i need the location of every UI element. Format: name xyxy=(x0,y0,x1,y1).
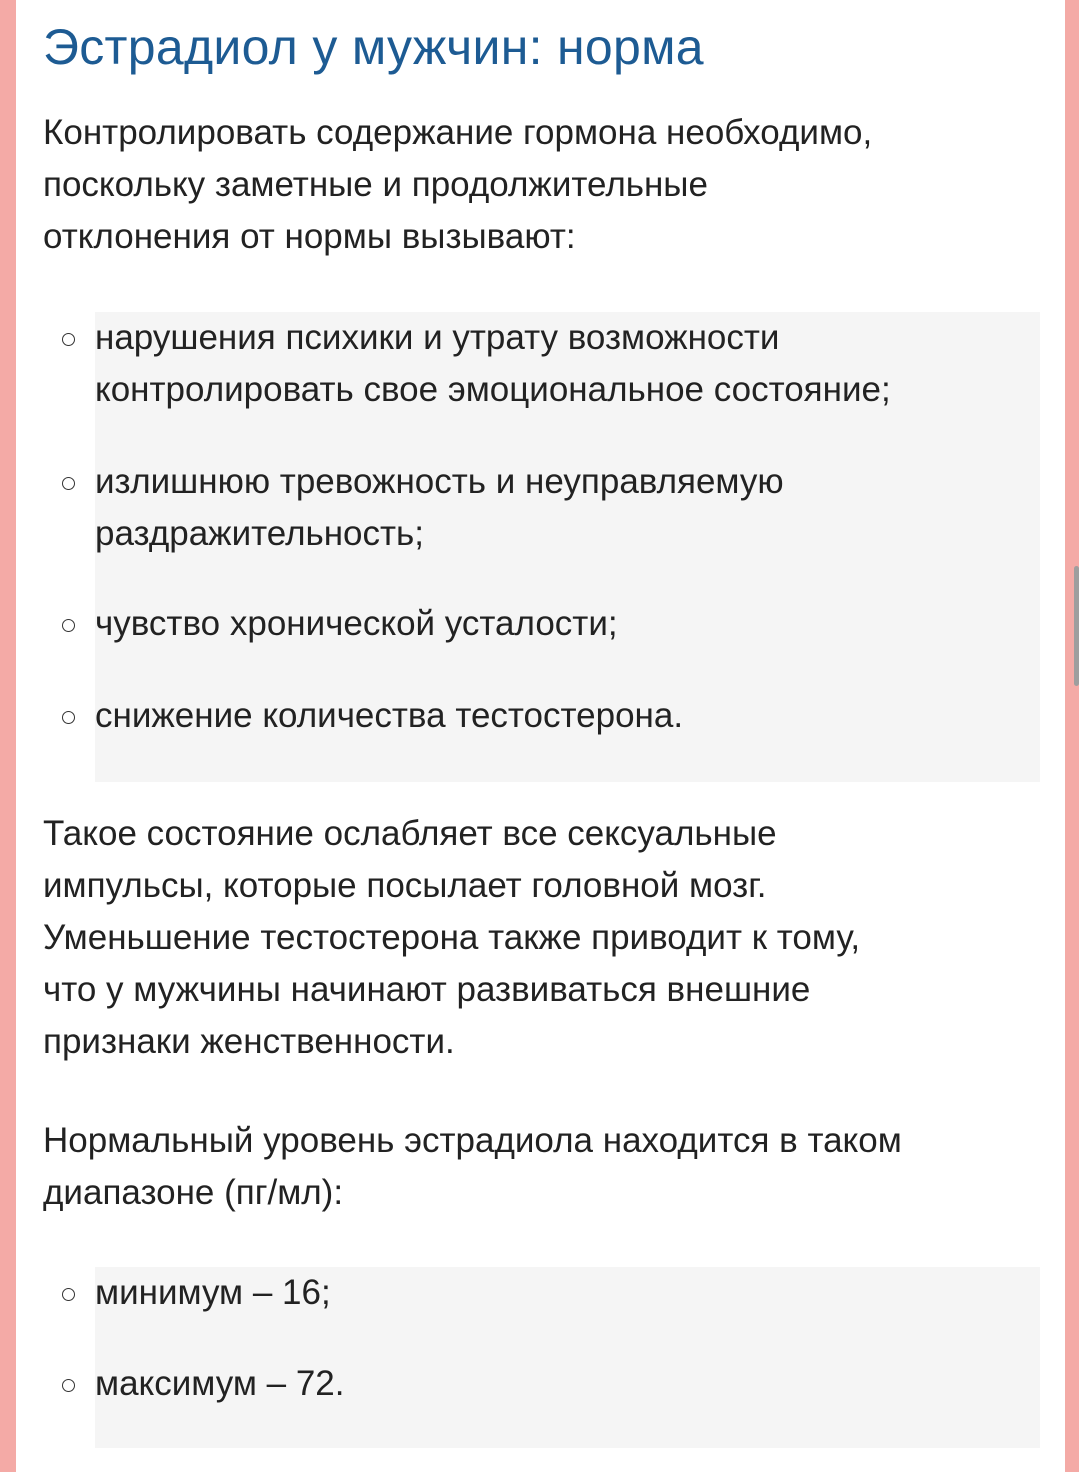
consequence-line: Уменьшение тестостерона также приводит к тому, xyxy=(43,918,861,957)
list-item-line: контролировать свое эмоциональное состояние; xyxy=(95,370,891,409)
circle-bullet-icon xyxy=(62,711,75,724)
norm-intro-line: Нормальный уровень эстрадиола находится в таком xyxy=(43,1121,902,1160)
circle-bullet-icon xyxy=(62,333,75,346)
article-page xyxy=(16,0,1065,1472)
norm-intro-line: диапазоне (пг/мл): xyxy=(43,1173,344,1212)
consequence-line: признаки женственности. xyxy=(43,1022,455,1061)
consequence-line: импульсы, которые посылает головной мозг. xyxy=(43,866,767,905)
consequence-line: Такое состояние ослабляет все сексуальные xyxy=(43,814,777,853)
intro-line: Контролировать содержание гормона необходимо, xyxy=(43,113,873,152)
norm-intro-paragraph xyxy=(43,1115,1043,1219)
intro-line: отклонения от нормы вызывают: xyxy=(43,217,576,256)
intro-paragraph xyxy=(43,107,1043,263)
norm-minimum: минимум – 16; xyxy=(95,1273,331,1312)
norm-maximum: максимум – 72. xyxy=(95,1364,345,1403)
consequence-line: что у мужчины начинают развиваться внешние xyxy=(43,970,811,1009)
article-title: Эстрадиол у мужчин: норма xyxy=(43,19,704,75)
intro-line: поскольку заметные и продолжительные xyxy=(43,165,708,204)
circle-bullet-icon xyxy=(62,477,75,490)
list-item-line: раздражительность; xyxy=(95,514,425,553)
list-item-line: излишнюю тревожность и неуправляемую xyxy=(95,462,784,501)
list-item-line: снижение количества тестостерона. xyxy=(95,696,684,735)
list-item-line: нарушения психики и утрату возможности xyxy=(95,318,780,357)
scrollbar-thumb[interactable] xyxy=(1074,566,1079,686)
circle-bullet-icon xyxy=(62,619,75,632)
circle-bullet-icon xyxy=(62,1379,75,1392)
circle-bullet-icon xyxy=(62,1288,75,1301)
consequence-paragraph xyxy=(43,808,1043,1068)
list-item-line: чувство хронической усталости; xyxy=(95,604,618,643)
